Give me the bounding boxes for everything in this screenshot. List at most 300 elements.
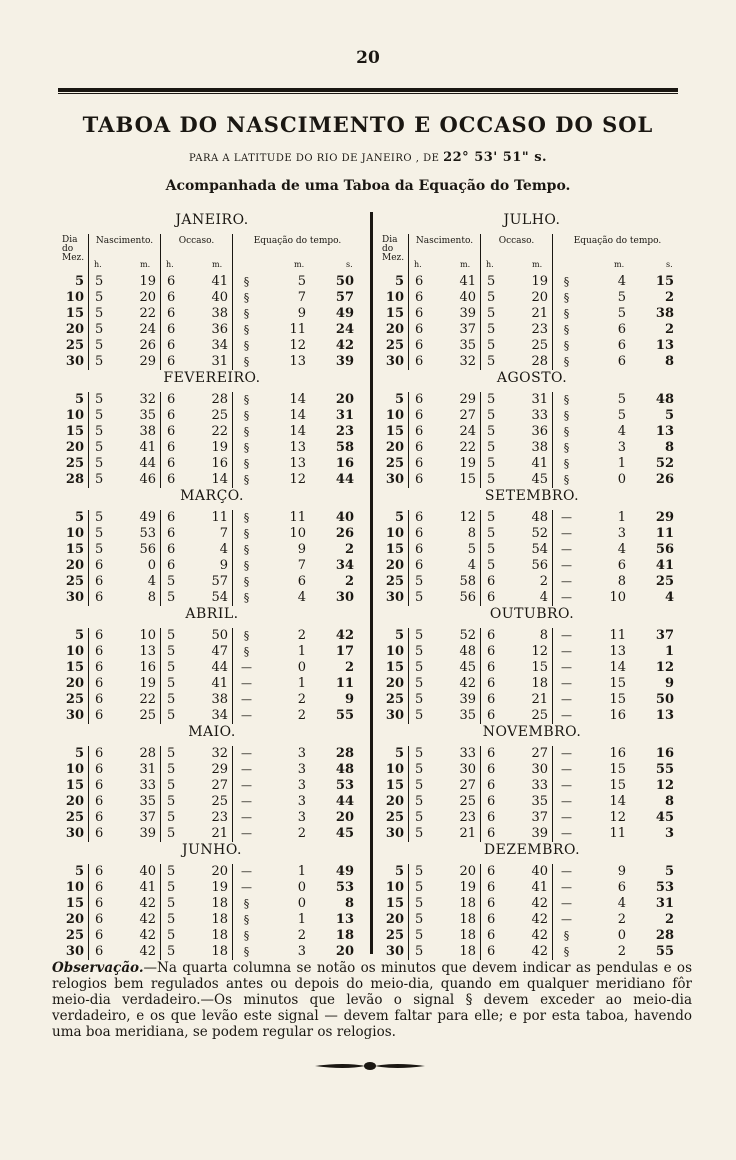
sign: — xyxy=(552,510,580,526)
sunrise-m: 42 xyxy=(459,676,476,691)
sunset-h: 6 xyxy=(480,692,502,708)
sunset-m: 25 xyxy=(531,708,548,723)
month-name: MARÇO. xyxy=(180,488,244,504)
sunset-m: 20 xyxy=(531,290,548,305)
sunrise-m: 30 xyxy=(459,762,476,777)
unit-h: h. xyxy=(166,260,174,269)
equation-m: 13 xyxy=(289,354,306,369)
day: 25 xyxy=(65,338,84,353)
table-row xyxy=(62,628,362,644)
sunrise-m: 45 xyxy=(459,660,476,675)
equation-m: 0 xyxy=(617,928,626,943)
sunset-m: 54 xyxy=(531,542,548,557)
sunset-m: 40 xyxy=(531,864,548,879)
month-name: NOVEMBRO. xyxy=(482,724,582,740)
sunset-m: 18 xyxy=(211,928,228,943)
table-row xyxy=(382,810,682,826)
equation-m: 6 xyxy=(617,354,626,369)
sunrise-h: 5 xyxy=(88,440,110,456)
sign: — xyxy=(552,628,580,644)
equation-m: 3 xyxy=(297,810,306,825)
month-name: ABRIL. xyxy=(185,606,239,622)
page-subtitle-2: Acompanhada de uma Taboa da Equação do Tempo. xyxy=(165,178,571,194)
sunrise-h: 5 xyxy=(88,274,110,290)
equation-m: 14 xyxy=(289,392,306,407)
day: 10 xyxy=(65,408,84,423)
equation-m: 4 xyxy=(297,590,306,605)
month-block xyxy=(382,212,682,370)
sunrise-h: 6 xyxy=(408,354,430,370)
day: 25 xyxy=(385,338,404,353)
sunrise-m: 8 xyxy=(467,526,476,541)
sunset-h: 6 xyxy=(480,880,502,896)
header-dia-line: Dia xyxy=(382,235,398,245)
sunrise-m: 19 xyxy=(459,880,476,895)
equation-m: 16 xyxy=(609,746,626,761)
sunrise-h: 6 xyxy=(408,558,430,574)
equation-s: 49 xyxy=(335,306,354,321)
table-row xyxy=(382,896,682,912)
day: 15 xyxy=(65,306,84,321)
sunset-h: 5 xyxy=(480,274,502,290)
equation-s: 58 xyxy=(335,440,354,455)
day: 20 xyxy=(385,440,404,455)
month-name: FEVEREIRO. xyxy=(163,370,261,386)
sunset-m: 33 xyxy=(531,778,548,793)
sunset-m: 28 xyxy=(531,354,548,369)
sign: — xyxy=(552,778,580,794)
day: 15 xyxy=(65,542,84,557)
sunrise-m: 22 xyxy=(139,692,156,707)
header-dia xyxy=(382,234,408,274)
table-row xyxy=(382,510,682,526)
sign: — xyxy=(552,574,580,590)
observation-text: —Na quarta columna se notão os minutos que devem indicar as pendulas e os relogios bem regulados antes ou depois do meio-dia, quando em qualquer meridiano fôr meio-dia verdadeiro.—Os minutos que levão o signal § devem exceder ao meio-dia verdadeiro, e os que levão este signal — devem faltar para elle; e por esta taboa, havendo uma boa meridiana, se podem regular os relogios. xyxy=(52,960,692,1040)
sunset-m: 42 xyxy=(531,928,548,943)
day: 15 xyxy=(385,542,404,557)
sunrise-h: 6 xyxy=(88,708,110,724)
header-equacao: Equação do tempo. xyxy=(232,234,362,274)
sunrise-m: 56 xyxy=(459,590,476,605)
equation-m: 2 xyxy=(297,826,306,841)
sign: § xyxy=(232,628,260,644)
table-row xyxy=(62,558,362,574)
sunrise-m: 23 xyxy=(459,810,476,825)
sunset-h: 5 xyxy=(160,660,182,676)
sunrise-h: 6 xyxy=(88,826,110,842)
sunset-m: 48 xyxy=(531,510,548,525)
day: 25 xyxy=(65,456,84,471)
equation-m: 11 xyxy=(609,826,626,841)
sign: § xyxy=(552,338,580,354)
sign: § xyxy=(552,440,580,456)
day: 10 xyxy=(65,762,84,777)
equation-s: 5 xyxy=(664,408,674,423)
equation-s: 55 xyxy=(335,708,354,723)
sunrise-m: 20 xyxy=(139,290,156,305)
sunset-m: 14 xyxy=(211,472,228,487)
sunset-m: 41 xyxy=(211,676,228,691)
month-block xyxy=(382,842,682,960)
day: 20 xyxy=(65,322,84,337)
sunset-m: 4 xyxy=(219,542,228,557)
equation-m: 0 xyxy=(297,896,306,911)
sunset-m: 44 xyxy=(211,660,228,675)
equation-m: 2 xyxy=(297,928,306,943)
sunrise-m: 24 xyxy=(139,322,156,337)
page-subtitle xyxy=(0,150,736,165)
sunrise-h: 5 xyxy=(88,424,110,440)
day: 20 xyxy=(65,440,84,455)
sunrise-m: 19 xyxy=(459,456,476,471)
month-block xyxy=(62,212,362,370)
sunrise-m: 26 xyxy=(139,338,156,353)
sunrise-h: 6 xyxy=(88,644,110,660)
sign: — xyxy=(552,896,580,912)
sunset-m: 54 xyxy=(211,590,228,605)
day: 20 xyxy=(385,558,404,573)
sunset-h: 6 xyxy=(480,928,502,944)
equation-s: 2 xyxy=(344,660,354,675)
equation-m: 1 xyxy=(617,510,626,525)
equation-m: 10 xyxy=(609,590,626,605)
sunset-m: 2 xyxy=(539,574,548,589)
day: 15 xyxy=(385,778,404,793)
equation-s: 29 xyxy=(655,510,674,525)
month-block xyxy=(62,370,362,488)
sign: — xyxy=(232,810,260,826)
sunset-h: 6 xyxy=(480,826,502,842)
equation-m: 12 xyxy=(289,338,306,353)
sign: — xyxy=(552,644,580,660)
sunrise-h: 6 xyxy=(408,510,430,526)
day: 20 xyxy=(65,558,84,573)
sunrise-h: 6 xyxy=(88,896,110,912)
sunset-m: 22 xyxy=(211,424,228,439)
sunrise-m: 42 xyxy=(139,896,156,911)
table-row xyxy=(62,472,362,488)
table-row xyxy=(382,864,682,880)
sign: — xyxy=(552,826,580,842)
table-row xyxy=(62,392,362,408)
unit-h: h. xyxy=(94,260,102,269)
sunset-m: 31 xyxy=(211,354,228,369)
equation-m: 2 xyxy=(297,628,306,643)
equation-s: 5 xyxy=(664,864,674,879)
sunset-h: 6 xyxy=(160,440,182,456)
equation-s: 2 xyxy=(664,290,674,305)
table-row xyxy=(62,290,362,306)
sunrise-m: 42 xyxy=(139,912,156,927)
equation-s: 44 xyxy=(335,472,354,487)
sunrise-m: 44 xyxy=(139,456,156,471)
sunrise-h: 6 xyxy=(408,338,430,354)
sunset-h: 6 xyxy=(480,574,502,590)
sunset-m: 50 xyxy=(211,628,228,643)
equation-s: 8 xyxy=(664,440,674,455)
equation-s: 8 xyxy=(664,794,674,809)
table-row xyxy=(62,440,362,456)
sign: — xyxy=(232,864,260,880)
day: 30 xyxy=(385,472,404,487)
day: 25 xyxy=(385,692,404,707)
sign: § xyxy=(232,354,260,370)
day: 20 xyxy=(385,322,404,337)
sunrise-h: 6 xyxy=(88,628,110,644)
sunset-m: 45 xyxy=(531,472,548,487)
sign: — xyxy=(232,746,260,762)
day: 15 xyxy=(385,660,404,675)
equation-m: 6 xyxy=(617,558,626,573)
sunset-h: 5 xyxy=(160,590,182,606)
table-row xyxy=(382,440,682,456)
sunrise-m: 22 xyxy=(139,306,156,321)
sunrise-m: 19 xyxy=(139,274,156,289)
sign: § xyxy=(552,290,580,306)
month-name: JULHO. xyxy=(503,212,561,228)
unit-m: m. xyxy=(460,260,471,269)
subtitle-latitude: 22° 53' 51" s. xyxy=(443,150,548,165)
column-divider xyxy=(370,212,373,954)
sunrise-m: 40 xyxy=(139,864,156,879)
day: 5 xyxy=(74,392,84,407)
sign: § xyxy=(232,440,260,456)
equation-m: 3 xyxy=(297,762,306,777)
equation-s: 56 xyxy=(655,542,674,557)
sunrise-m: 53 xyxy=(139,526,156,541)
table-row xyxy=(382,574,682,590)
equation-m: 7 xyxy=(297,290,306,305)
equation-m: 15 xyxy=(609,692,626,707)
sunset-m: 47 xyxy=(211,644,228,659)
day: 10 xyxy=(65,526,84,541)
sunset-m: 25 xyxy=(211,794,228,809)
sunset-h: 5 xyxy=(480,558,502,574)
sunrise-h: 6 xyxy=(408,306,430,322)
header-dia xyxy=(62,234,88,274)
table-row xyxy=(382,826,682,842)
sign: — xyxy=(232,692,260,708)
equation-m: 0 xyxy=(617,472,626,487)
equation-s: 49 xyxy=(335,864,354,879)
equation-s: 9 xyxy=(664,676,674,691)
equation-s: 38 xyxy=(655,306,674,321)
month-block xyxy=(382,724,682,842)
sunrise-m: 20 xyxy=(459,864,476,879)
table-row xyxy=(382,456,682,472)
equation-s: 2 xyxy=(344,574,354,589)
sign: — xyxy=(552,542,580,558)
sunrise-m: 39 xyxy=(139,826,156,841)
sign: § xyxy=(232,944,260,960)
table-row xyxy=(382,628,682,644)
sunset-h: 6 xyxy=(480,660,502,676)
equation-m: 5 xyxy=(617,392,626,407)
sign: — xyxy=(552,794,580,810)
sunrise-m: 35 xyxy=(459,708,476,723)
sunset-h: 6 xyxy=(160,526,182,542)
sunrise-h: 5 xyxy=(408,590,430,606)
sign: — xyxy=(552,558,580,574)
day: 10 xyxy=(65,290,84,305)
sunset-m: 31 xyxy=(531,392,548,407)
sunrise-h: 6 xyxy=(408,542,430,558)
sign: § xyxy=(552,392,580,408)
sunrise-h: 5 xyxy=(88,290,110,306)
sunset-h: 5 xyxy=(480,456,502,472)
sunrise-h: 5 xyxy=(408,574,430,590)
equation-s: 48 xyxy=(655,392,674,407)
equation-m: 4 xyxy=(617,274,626,289)
month-name: AGOSTO. xyxy=(496,370,568,386)
equation-m: 14 xyxy=(609,794,626,809)
equation-s: 13 xyxy=(655,338,674,353)
day: 25 xyxy=(385,810,404,825)
sunrise-h: 5 xyxy=(408,676,430,692)
table-row xyxy=(382,944,682,960)
sunrise-h: 6 xyxy=(88,864,110,880)
sunset-h: 5 xyxy=(480,338,502,354)
unit-h: h. xyxy=(414,260,422,269)
header-dia-line: Mez. xyxy=(62,253,85,263)
table-row xyxy=(382,542,682,558)
sunset-h: 5 xyxy=(160,574,182,590)
sunset-m: 33 xyxy=(531,408,548,423)
sunset-m: 7 xyxy=(219,526,228,541)
sunrise-h: 6 xyxy=(408,526,430,542)
table-row xyxy=(62,794,362,810)
sunset-h: 5 xyxy=(160,880,182,896)
sunset-m: 34 xyxy=(211,338,228,353)
sunrise-h: 6 xyxy=(88,912,110,928)
equation-s: 20 xyxy=(335,810,354,825)
sunset-m: 28 xyxy=(211,392,228,407)
table-row xyxy=(62,408,362,424)
sunrise-h: 6 xyxy=(88,746,110,762)
sunrise-m: 33 xyxy=(139,778,156,793)
sunset-h: 5 xyxy=(160,944,182,960)
sign: § xyxy=(552,354,580,370)
sunrise-h: 6 xyxy=(408,408,430,424)
equation-s: 3 xyxy=(664,826,674,841)
sunset-h: 6 xyxy=(160,456,182,472)
sunset-h: 6 xyxy=(160,290,182,306)
sign: § xyxy=(232,392,260,408)
sunrise-m: 32 xyxy=(459,354,476,369)
equation-m: 5 xyxy=(297,274,306,289)
sunrise-h: 5 xyxy=(408,880,430,896)
sunrise-m: 27 xyxy=(459,408,476,423)
sign: § xyxy=(232,306,260,322)
equation-m: 4 xyxy=(617,542,626,557)
table-row xyxy=(62,928,362,944)
sunset-h: 5 xyxy=(480,472,502,488)
day: 30 xyxy=(65,708,84,723)
month-block xyxy=(382,606,682,724)
sunrise-m: 33 xyxy=(459,746,476,761)
equation-m: 11 xyxy=(609,628,626,643)
equation-m: 0 xyxy=(297,880,306,895)
sunset-h: 6 xyxy=(160,322,182,338)
table-row xyxy=(62,660,362,676)
sunset-m: 4 xyxy=(539,590,548,605)
sunset-m: 42 xyxy=(531,944,548,959)
equation-s: 28 xyxy=(655,928,674,943)
sign: — xyxy=(552,762,580,778)
unit-m: m. xyxy=(294,260,305,269)
equation-s: 45 xyxy=(335,826,354,841)
sunset-h: 5 xyxy=(160,928,182,944)
sunset-h: 6 xyxy=(160,510,182,526)
table-row xyxy=(62,590,362,606)
column-header xyxy=(382,234,682,274)
sunrise-h: 6 xyxy=(408,424,430,440)
sunrise-m: 37 xyxy=(459,322,476,337)
sunset-h: 6 xyxy=(160,392,182,408)
unit-m: m. xyxy=(140,260,151,269)
sunset-h: 6 xyxy=(480,864,502,880)
sunset-m: 18 xyxy=(211,944,228,959)
day: 25 xyxy=(65,810,84,825)
day: 20 xyxy=(65,794,84,809)
sunrise-h: 6 xyxy=(88,590,110,606)
day: 30 xyxy=(65,354,84,369)
page-title: TABOA DO NASCIMENTO E OCCASO DO SOL xyxy=(82,112,654,137)
sunrise-m: 15 xyxy=(459,472,476,487)
sunrise-m: 35 xyxy=(139,408,156,423)
equation-s: 13 xyxy=(655,424,674,439)
sunset-h: 5 xyxy=(480,440,502,456)
equation-s: 31 xyxy=(655,896,674,911)
equation-m: 6 xyxy=(297,574,306,589)
sunrise-m: 4 xyxy=(467,558,476,573)
sunset-h: 5 xyxy=(480,392,502,408)
sign: § xyxy=(232,590,260,606)
equation-m: 6 xyxy=(617,338,626,353)
sunrise-m: 8 xyxy=(147,590,156,605)
month-block xyxy=(62,724,362,842)
sunrise-m: 41 xyxy=(459,274,476,289)
equation-s: 18 xyxy=(335,928,354,943)
header-nascimento: Nascimento. xyxy=(88,234,160,274)
equation-s: 57 xyxy=(335,290,354,305)
sunset-m: 19 xyxy=(531,274,548,289)
equation-m: 9 xyxy=(297,542,306,557)
day: 10 xyxy=(385,644,404,659)
equation-s: 55 xyxy=(655,762,674,777)
table-row xyxy=(62,644,362,660)
sunrise-m: 35 xyxy=(459,338,476,353)
sunrise-m: 49 xyxy=(139,510,156,525)
sunset-h: 5 xyxy=(160,692,182,708)
sunset-h: 6 xyxy=(160,354,182,370)
sunset-m: 39 xyxy=(531,826,548,841)
equation-m: 3 xyxy=(297,778,306,793)
day: 15 xyxy=(65,896,84,911)
sunrise-h: 5 xyxy=(88,338,110,354)
day: 10 xyxy=(385,408,404,423)
header-dia-line: Dia xyxy=(62,235,78,245)
month-block xyxy=(382,370,682,488)
sunrise-h: 5 xyxy=(408,762,430,778)
equation-s: 12 xyxy=(655,778,674,793)
table-row xyxy=(62,542,362,558)
sunset-m: 36 xyxy=(531,424,548,439)
sunrise-h: 6 xyxy=(88,810,110,826)
sunset-h: 6 xyxy=(480,794,502,810)
sign: § xyxy=(232,928,260,944)
sunset-h: 5 xyxy=(160,762,182,778)
